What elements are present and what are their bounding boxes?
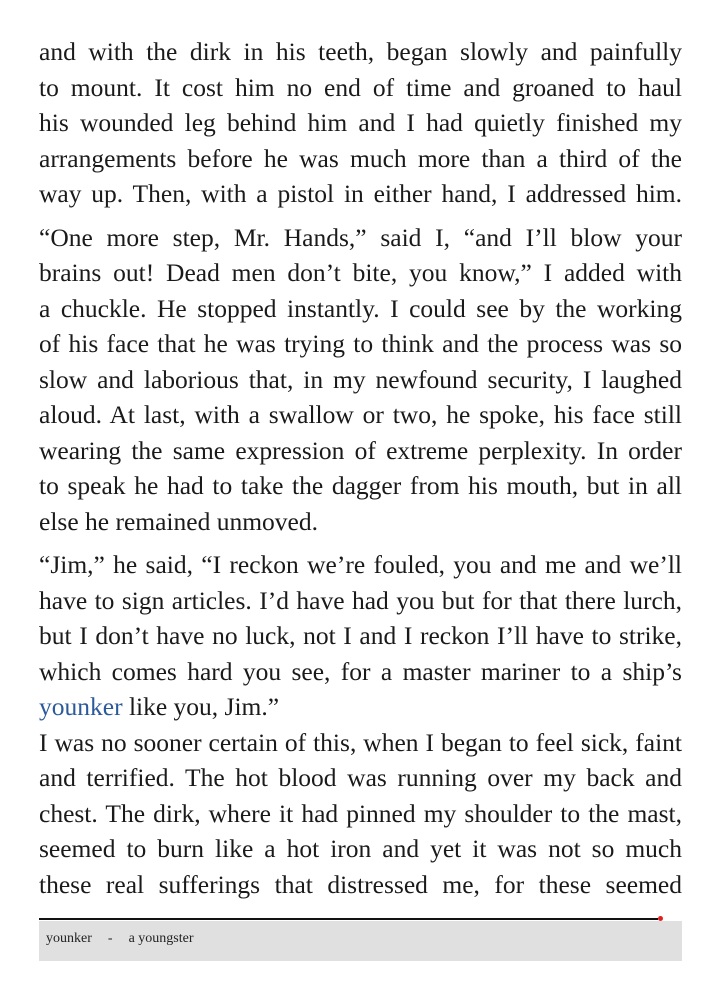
text-line: aloud. At last, with a swallow or two, he spoke, his face still [39, 400, 682, 429]
glossary-term: younker [46, 931, 92, 946]
text-line: a chuckle. He stopped instantly. I could see by the working [39, 293, 682, 323]
text-line: slow and laborious that, in my newfound security, I laughed [39, 364, 682, 394]
footer-divider [39, 918, 658, 920]
glossary-definition: a youngster [128, 931, 194, 946]
paragraph-2 [39, 220, 682, 540]
text-line: way up. Then, with a pistol in either hand, I addressed him. [39, 179, 682, 208]
glossary-box [39, 921, 682, 961]
text-line: else he remained unmoved. [39, 506, 318, 536]
text-line: seemed to burn like a hot iron and yet it was not so much [39, 834, 682, 863]
glossary-entry [46, 931, 194, 947]
book-page [39, 34, 682, 902]
text-line: have to sign articles. I’d have had you but for that there lurch, [39, 585, 682, 615]
text-line: wearing the same expression of extreme perplexity. In order [39, 435, 682, 465]
text-line: these real sufferings that distressed me, for these seemed [39, 869, 682, 899]
text-line: I was no sooner certain of this, when I began to feel sick, faint [39, 727, 682, 757]
text-line: to mount. It cost him no end of time and groaned to haul [39, 72, 682, 102]
text-line: “One more step, Mr. Hands,” said I, “and I’ll blow your [39, 222, 682, 252]
text-line: his wounded leg behind him and I had quietly finished my [39, 108, 682, 137]
text-line: and with the dirk in his teeth, began slowly and painfully [39, 37, 682, 66]
text-line: of his face that he was trying to think and the process was so [39, 329, 682, 358]
text-line: brains out! Dead men don’t bite, you know,” I added with [39, 258, 682, 287]
text-line: arrangements before he was much more than a third of the [39, 143, 682, 173]
text-fragment: like you, Jim.” [122, 692, 280, 721]
paragraph-4 [39, 725, 682, 903]
text-line: and terrified. The hot blood was running over my back and [39, 763, 682, 792]
glossary-link-younker[interactable]: younker [39, 692, 123, 721]
paragraph-3 [39, 547, 682, 725]
paragraph-1 [39, 34, 682, 212]
text-line: to speak he had to take the dagger from his mouth, but in all [39, 471, 682, 500]
text-line: but I don’t have no luck, not I and I reckon I’ll have to strike, [39, 621, 682, 650]
text-line: chest. The dirk, where it had pinned my shoulder to the mast, [39, 798, 682, 828]
text-line [39, 689, 682, 725]
text-line: “Jim,” he said, “I reckon we’re fouled, you and me and we’ll [39, 550, 682, 579]
text-line: which comes hard you see, for a master mariner to a ship’s [39, 656, 682, 686]
glossary-separator: - [107, 931, 113, 946]
